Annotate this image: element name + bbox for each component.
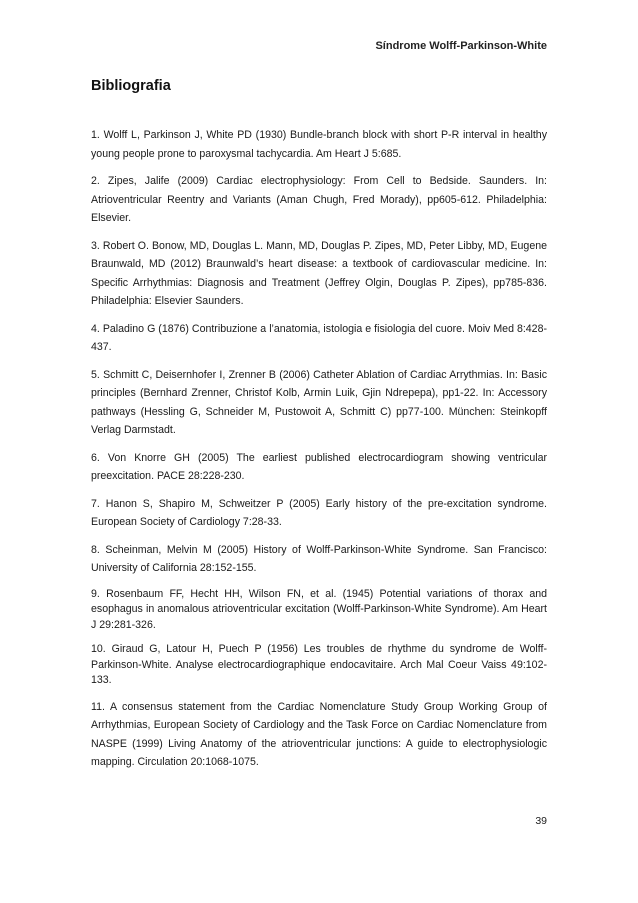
reference-item: 5. Schmitt C, Deisernhofer I, Zrenner B (2006) Catheter Ablation of Cardiac Arrythmias. In: Basic principles (Bernhard Zrenner, Christof Kolb, Armin Luik, Gjin Ndrepepa), pp1-22. In: Accessory pathways (Hessling G, Schneider M, Pustowoit A, Schmitt C) pp77-100. München: Steinkopff Verlag Darmstadt.: [91, 368, 547, 436]
reference-item: 4. Paladino G (1876) Contribuzione a l’anatomia, istologia e fisiologia del cuore. Moiv Med 8:428-437.: [91, 322, 547, 353]
reference-item: 2. Zipes, Jalife (2009) Cardiac electrophysiology: From Cell to Bedside. Saunders. In: Atrioventricular Reentry and Variants (Aman Chugh, Fred Morady), pp605-612. Philadelphia: Elsevier.: [91, 175, 547, 224]
reference-list: [91, 126, 547, 781]
reference-item: 6. Von Knorre GH (2005) The earliest published electrocardiogram showing ventricular preexcitation. PACE 28:228-230.: [91, 451, 547, 482]
reference-item: 3. Robert O. Bonow, MD, Douglas L. Mann, MD, Douglas P. Zipes, MD, Peter Libby, MD, Eugene Braunwald, MD (2012) Braunwald’s heart disease: a textbook of cardiovascular medicine. In: Specific Arrhythmias: Diagnosis and Treatment (Jeffrey Olgin, Douglas P. Zipes), pp785-836. Philadelphia: Elsevier Saunders.: [91, 239, 547, 307]
reference-item: 10. Giraud G, Latour H, Puech P (1956) Les troubles de rhythme du syndrome de Wolff-Parkinson-White. Analyse electrocardiographique endocavitaire. Arch Mal Coeur Vaiss 49:102-133.: [91, 643, 547, 686]
page-number: 39: [535, 815, 547, 827]
reference-item: 9. Rosenbaum FF, Hecht HH, Wilson FN, et al. (1945) Potential variations of thorax and esophagus in anomalous atrioventricular excitation (Wolff-Parkinson-White Syndrome). Am Heart J 29:281-326.: [91, 587, 547, 631]
section-title: Bibliografia: [91, 78, 171, 94]
running-header: Síndrome Wolff-Parkinson-White: [375, 40, 547, 52]
reference-item: 11. A consensus statement from the Cardiac Nomenclature Study Group Working Group of Arrhythmias, European Society of Cardiology and the Task Force on Cardiac Nomenclature from NASPE (1999) Living Anatomy of the atrioventricular junctions: A guide to electrophysiologic mapping. Circulation 20:1068-1075.: [91, 700, 547, 768]
reference-item: 7. Hanon S, Shapiro M, Schweitzer P (2005) Early history of the pre-excitation syndrome. European Society of Cardiology 7:28-33.: [91, 497, 547, 528]
reference-item: 1. Wolff L, Parkinson J, White PD (1930) Bundle-branch block with short P-R interval in healthy young people prone to paroxysmal tachycardia. Am Heart J 5:685.: [91, 129, 547, 160]
reference-item: 8. Scheinman, Melvin M (2005) History of Wolff-Parkinson-White Syndrome. San Francisco: University of California 28:152-155.: [91, 543, 547, 574]
